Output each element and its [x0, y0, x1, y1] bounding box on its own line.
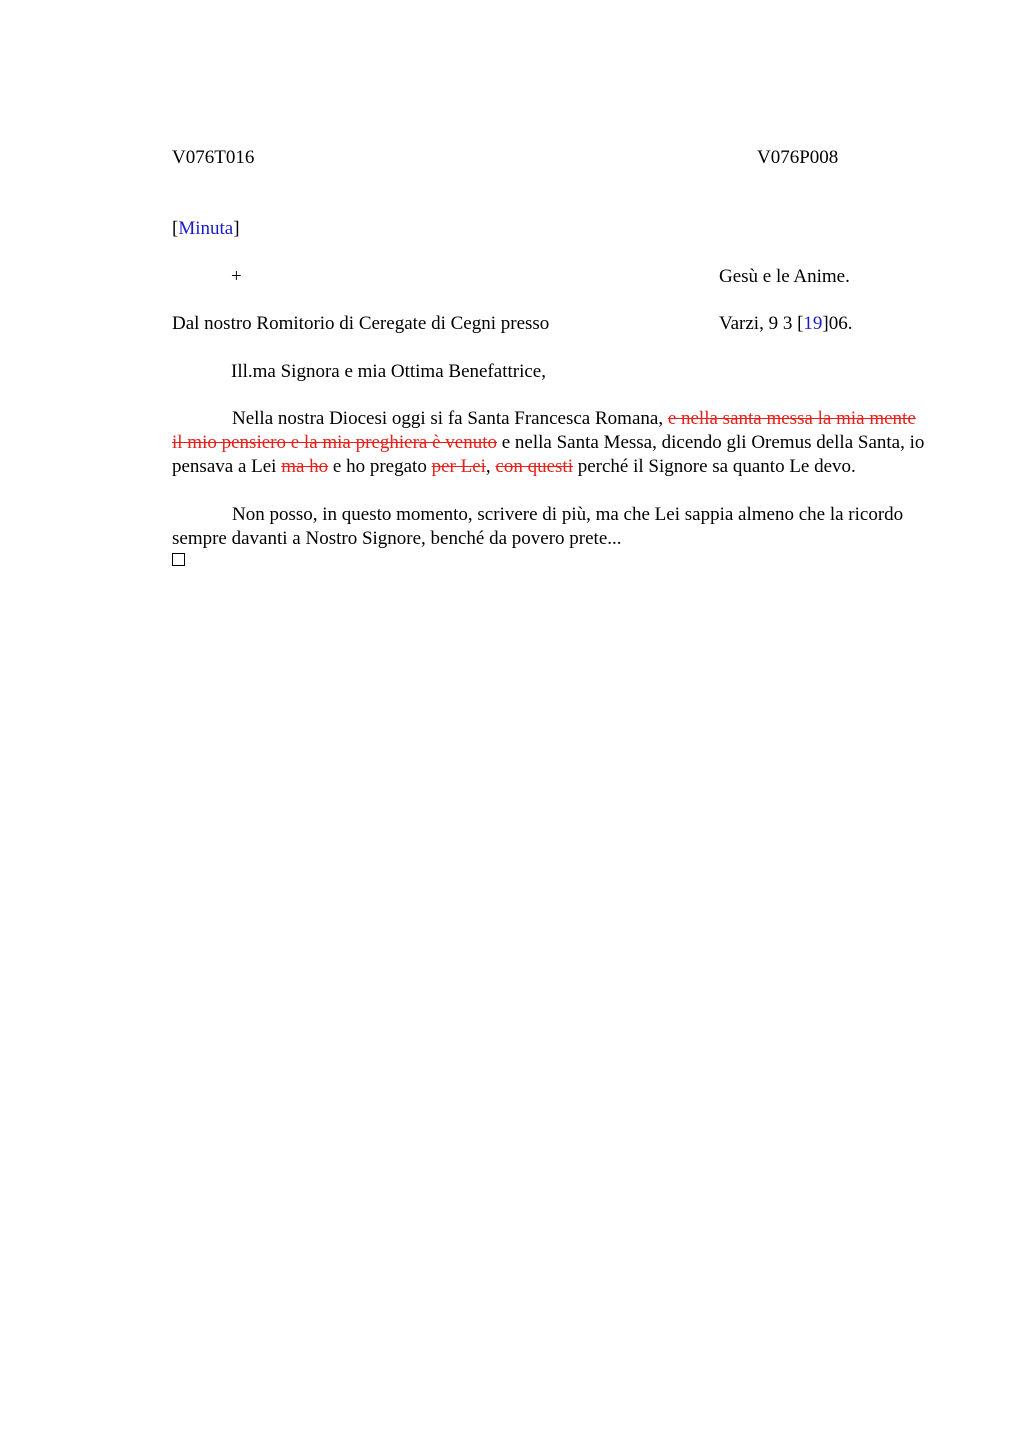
- text-segment: ,: [485, 456, 496, 477]
- text-segment: Non posso, in questo momento, scrivere di più, ma che Lei sappia almeno che la ricordo sempre davanti a Nostro Signore, benché da povero prete...: [172, 504, 904, 549]
- date-prefix: Varzi, 9 3 [: [719, 313, 804, 334]
- bracket-close: ]: [233, 218, 240, 239]
- date-line: [719, 312, 853, 336]
- minuta-label: [172, 217, 240, 241]
- deleted-text: ma ho: [281, 456, 329, 477]
- text-segment: perché il Signore sa quanto Le devo.: [572, 456, 856, 477]
- bracket-open: [: [172, 218, 179, 239]
- body-paragraph-1: [172, 407, 928, 479]
- deleted-text: con questi: [495, 456, 573, 477]
- cross-symbol: +: [231, 266, 242, 287]
- document-code-right: V076P008: [757, 147, 839, 168]
- minuta-text: Minuta: [178, 218, 234, 239]
- salutation: Ill.ma Signora e mia Ottima Benefattrice,: [231, 361, 546, 382]
- date-suffix: ]06.: [822, 313, 853, 334]
- body-paragraph-2: [172, 503, 928, 551]
- motto: Gesù e le Anime.: [719, 266, 850, 287]
- end-marker-box: [172, 553, 185, 566]
- deleted-text: e nella santa messa la mia mente il mio pensiero e la mia preghiera è venuto: [172, 408, 916, 453]
- place-line: Dal nostro Romitorio di Ceregate di Cegni presso: [172, 313, 550, 334]
- text-segment: e nella Santa Messa, dicendo gli Oremus della Santa, io pensava a Lei: [172, 432, 925, 477]
- deleted-text: per Lei: [431, 456, 486, 477]
- date-year-insert: 19: [803, 313, 823, 334]
- document-code-left: V076T016: [172, 147, 255, 168]
- text-segment: e ho pregato: [328, 456, 432, 477]
- text-segment: Nella nostra Diocesi oggi si fa Santa Francesca Romana,: [232, 408, 668, 429]
